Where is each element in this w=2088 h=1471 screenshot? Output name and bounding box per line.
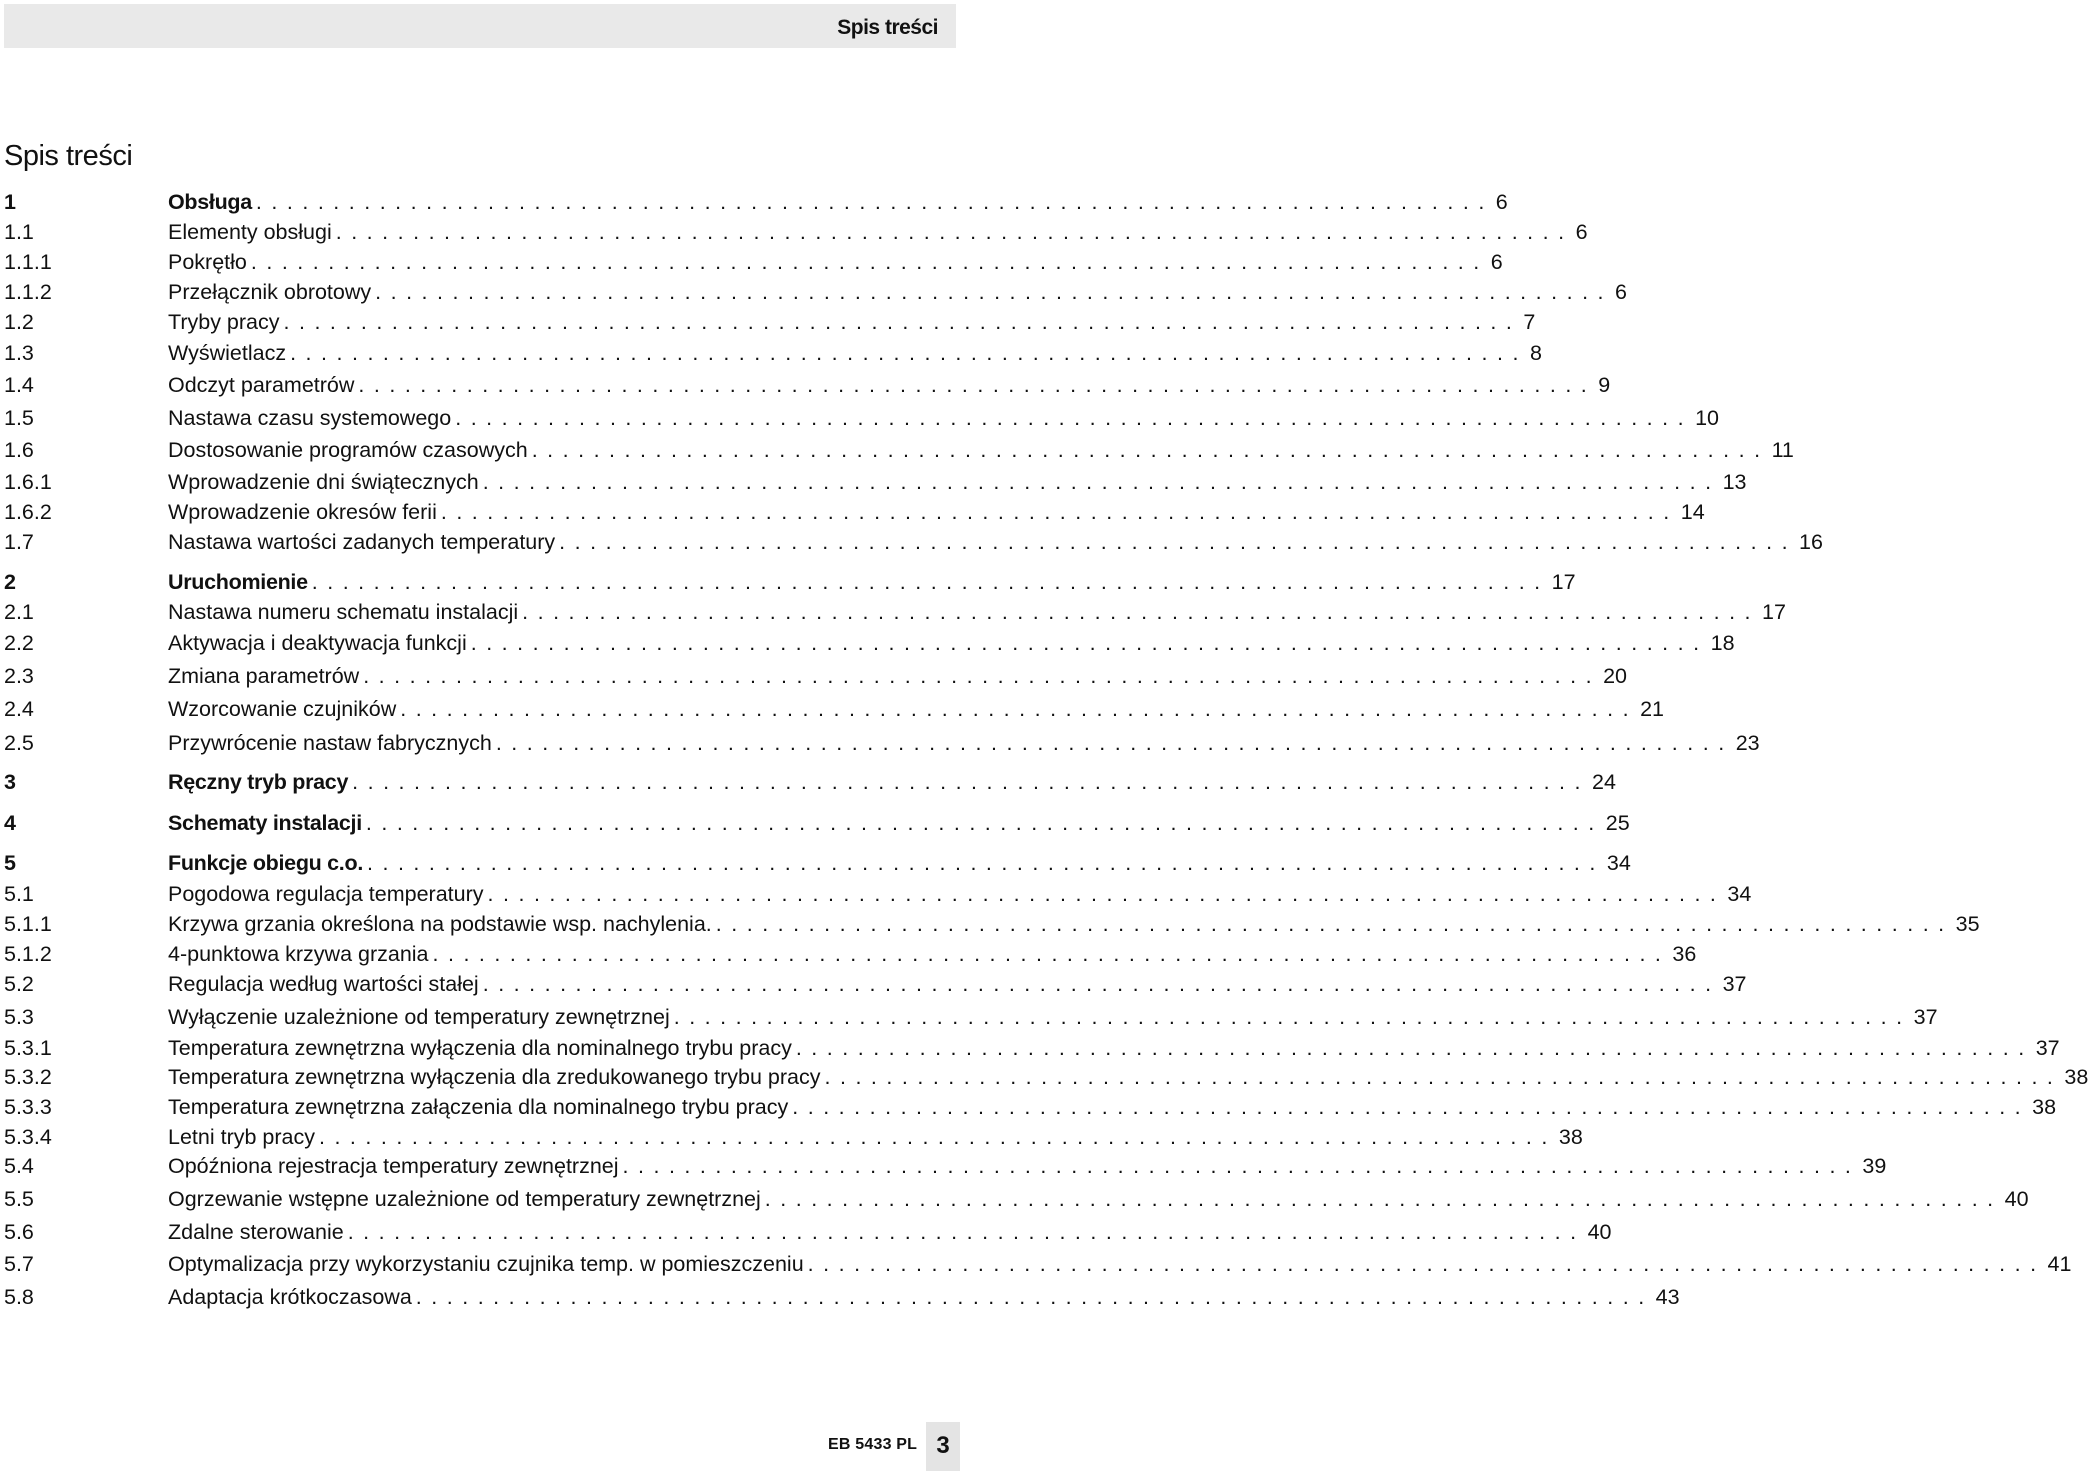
toc-title: Letni tryb pracy	[168, 1125, 315, 1149]
toc-title: Krzywa grzania określona na podstawie wsp. nachylenia.	[168, 912, 712, 936]
dot-leader: ................................................................................	[290, 341, 1528, 365]
dot-leader: ................................................................................	[400, 697, 1639, 721]
toc-line	[168, 767, 1616, 797]
toc-number: 1.1	[4, 220, 34, 244]
dot-leader: ................................................................................	[792, 1095, 2031, 1119]
toc-page-number: 17	[1762, 600, 1786, 624]
toc-line	[168, 1092, 2057, 1122]
toc-page-number: 39	[1862, 1154, 1887, 1178]
dot-leader: ................................................................................	[363, 664, 1602, 688]
toc-title: Adaptacja krótkoczasowa	[168, 1285, 412, 1309]
toc-page-number: 10	[1695, 406, 1720, 430]
toc-entry[interactable]	[4, 277, 1627, 307]
toc-page-number: 24	[1592, 770, 1616, 794]
toc-title: Obsługa	[168, 190, 252, 214]
toc-entry[interactable]	[4, 1002, 1938, 1032]
toc-entry[interactable]	[4, 1151, 1887, 1181]
dot-leader: ................................................................................	[764, 1187, 2003, 1211]
toc-title: Ogrzewanie wstępne uzależnione od temperatury zewnętrznej	[168, 1187, 761, 1211]
toc-entry[interactable]	[4, 848, 1631, 878]
toc-line	[168, 879, 1752, 909]
toc-page-number: 36	[1672, 942, 1697, 966]
toc-number: 2.1	[4, 600, 34, 624]
toc-line	[168, 435, 1794, 465]
page-title: Spis treści	[4, 140, 133, 172]
toc-line	[168, 187, 1508, 217]
toc-line	[168, 1122, 1583, 1152]
toc-entry[interactable]	[4, 939, 1697, 969]
dot-leader: ................................................................................	[358, 373, 1597, 397]
toc-number: 4	[4, 811, 16, 835]
toc-number: 1.6	[4, 438, 34, 462]
toc-number: 5.1	[4, 882, 34, 906]
toc-number: 5.8	[4, 1285, 34, 1309]
toc-number: 1.6.1	[4, 470, 52, 494]
toc-page-number: 34	[1606, 851, 1631, 875]
toc-entry[interactable]	[4, 661, 1627, 691]
toc-title: Wzorcowanie czujników	[168, 697, 397, 721]
toc-title: Wyświetlacz	[168, 341, 287, 365]
toc-page-number: 8	[1529, 341, 1542, 365]
toc-entry[interactable]	[4, 597, 1786, 627]
toc-page-number: 43	[1655, 1285, 1680, 1309]
toc-line	[168, 939, 1697, 969]
toc-title: Przywrócenie nastaw fabrycznych	[168, 731, 492, 755]
toc-title: Uruchomienie	[168, 570, 308, 594]
toc-title: Optymalizacja przy wykorzystaniu czujnika temp. w pomieszczeniu	[168, 1252, 804, 1276]
toc-number: 5.3.4	[4, 1125, 52, 1149]
toc-line	[168, 247, 1503, 277]
dot-leader: ................................................................................	[455, 406, 1694, 430]
dot-leader: ................................................................................	[673, 1005, 1912, 1029]
toc-entry[interactable]	[4, 969, 1747, 999]
toc-page-number: 37	[1913, 1005, 1938, 1029]
dot-leader: ................................................................................	[283, 310, 1522, 334]
toc-number: 1	[4, 190, 16, 214]
toc-entry[interactable]	[4, 808, 1630, 838]
dot-leader: ................................................................................	[559, 530, 1798, 554]
toc-title: Funkcje obiegu c.o.	[168, 851, 363, 875]
toc-page-number: 9	[1598, 373, 1611, 397]
toc-entry[interactable]	[4, 1249, 2072, 1279]
dot-leader: ................................................................................	[482, 972, 1721, 996]
toc-number: 1.6.2	[4, 500, 52, 524]
toc-number: 5.6	[4, 1220, 34, 1244]
toc-number: 5.7	[4, 1252, 34, 1276]
toc-entry[interactable]	[4, 217, 1588, 247]
toc-number: 2.4	[4, 697, 34, 721]
dot-leader: ................................................................................	[487, 882, 1726, 906]
toc-line	[168, 403, 1720, 433]
toc-line	[168, 1151, 1887, 1181]
toc-number: 5.3.1	[4, 1036, 52, 1060]
header-title: Spis treści	[837, 16, 938, 39]
toc-title: Nastawa czasu systemowego	[168, 406, 452, 430]
toc-page-number: 16	[1799, 530, 1823, 554]
dot-leader: ................................................................................	[715, 912, 1954, 936]
toc-page-number: 18	[1710, 631, 1735, 655]
toc-line	[168, 808, 1630, 838]
dot-leader: ................................................................................	[318, 1125, 1557, 1149]
toc-line	[168, 217, 1588, 247]
toc-line	[168, 497, 1705, 527]
toc-entry[interactable]	[4, 1062, 2088, 1092]
dot-leader: ................................................................................	[311, 570, 1550, 594]
toc-number: 5.1.1	[4, 912, 52, 936]
toc-number: 1.2	[4, 310, 34, 334]
toc-number: 5.1.2	[4, 942, 52, 966]
toc-page-number: 17	[1551, 570, 1576, 594]
toc-page-number: 34	[1727, 882, 1752, 906]
toc-page-number: 38	[1558, 1125, 1583, 1149]
toc-page-number: 11	[1771, 438, 1794, 462]
toc-line	[168, 1184, 2029, 1214]
toc-page-number: 13	[1722, 470, 1747, 494]
toc-title: Pokrętło	[168, 250, 247, 274]
document-code: EB 5433 PL	[828, 1436, 918, 1453]
dot-leader: ................................................................................	[250, 250, 1489, 274]
dot-leader: ................................................................................	[375, 280, 1614, 304]
dot-leader: ................................................................................	[365, 811, 1604, 835]
toc-number: 2.3	[4, 664, 34, 688]
toc-title: Regulacja według wartości stałej	[168, 972, 479, 996]
toc-entry[interactable]	[4, 1217, 1612, 1247]
toc-entry[interactable]	[4, 1092, 2057, 1122]
toc-title: Opóźniona rejestracja temperatury zewnętrznej	[168, 1154, 619, 1178]
toc-title: Temperatura zewnętrzna wyłączenia dla nominalnego trybu pracy	[168, 1036, 792, 1060]
toc-number: 1.1.1	[4, 250, 52, 274]
toc-entry[interactable]	[4, 728, 1760, 758]
toc-line	[168, 1217, 1612, 1247]
toc-page-number: 38	[2032, 1095, 2057, 1119]
dot-leader: ................................................................................	[807, 1252, 2046, 1276]
toc-page-number: 23	[1735, 731, 1760, 755]
toc-title: Pogodowa regulacja temperatury	[168, 882, 484, 906]
toc-number: 2.5	[4, 731, 34, 755]
toc-page-number: 6	[1575, 220, 1588, 244]
toc-page-number: 37	[1722, 972, 1747, 996]
toc-line	[168, 567, 1576, 597]
toc-page-number: 40	[2004, 1187, 2029, 1211]
toc-line	[168, 909, 1980, 939]
toc-page-number: 6	[1490, 250, 1503, 274]
toc-title: Nastawa wartości zadanych temperatury	[168, 530, 556, 554]
toc-page-number: 6	[1615, 280, 1627, 304]
page-number: 3	[936, 1432, 950, 1459]
toc-number: 5.4	[4, 1154, 34, 1178]
toc-line	[168, 661, 1627, 691]
toc-entry[interactable]	[4, 628, 1735, 658]
toc-number: 1.5	[4, 406, 34, 430]
toc-entry[interactable]	[4, 879, 1752, 909]
toc-page-number: 21	[1640, 697, 1665, 721]
toc-title: Elementy obsługi	[168, 220, 332, 244]
toc-entry[interactable]	[4, 435, 1794, 465]
toc-title: Temperatura zewnętrzna wyłączenia dla zredukowanego trybu pracy	[168, 1065, 821, 1089]
toc-number: 1.7	[4, 530, 34, 554]
toc-number: 5	[4, 851, 16, 875]
toc-page-number: 20	[1603, 664, 1627, 688]
toc-number: 5.2	[4, 972, 34, 996]
toc-number: 5.3	[4, 1005, 34, 1029]
toc-title: Zdalne sterowanie	[168, 1220, 344, 1244]
dot-leader: ................................................................................	[531, 438, 1770, 462]
toc-entry[interactable]	[4, 694, 1665, 724]
toc-title: Wyłączenie uzależnione od temperatury zewnętrznej	[168, 1005, 670, 1029]
toc-line	[168, 597, 1786, 627]
toc-entry[interactable]	[4, 338, 1542, 368]
toc-entry[interactable]	[4, 1122, 1583, 1152]
toc-number: 5.3.2	[4, 1065, 52, 1089]
toc-line	[168, 628, 1735, 658]
toc-line	[168, 1033, 2060, 1063]
dot-leader: ................................................................................	[622, 1154, 1861, 1178]
toc-line	[168, 1062, 2088, 1092]
toc-entry[interactable]	[4, 1282, 1680, 1312]
toc-number: 2	[4, 570, 16, 594]
toc-title: Wprowadzenie okresów ferii	[168, 500, 437, 524]
toc-title: Dostosowanie programów czasowych	[168, 438, 528, 462]
toc-entry[interactable]	[4, 307, 1536, 337]
dot-leader: ................................................................................	[367, 851, 1605, 875]
toc-title: Schematy instalacji	[168, 811, 362, 835]
dot-leader: ................................................................................	[415, 1285, 1654, 1309]
toc-line	[168, 277, 1627, 307]
toc-title: Przełącznik obrotowy	[168, 280, 372, 304]
toc-entry[interactable]	[4, 370, 1611, 400]
toc-title: Nastawa numeru schematu instalacji	[168, 600, 519, 624]
toc-entry[interactable]	[4, 1033, 2060, 1063]
toc-page-number: 35	[1955, 912, 1980, 936]
dot-leader: ................................................................................	[495, 731, 1734, 755]
dot-leader: ................................................................................	[824, 1065, 2063, 1089]
toc-page-number: 25	[1605, 811, 1630, 835]
toc-entry[interactable]	[4, 909, 1980, 939]
toc-title: Zmiana parametrów	[168, 664, 360, 688]
toc-page-number: 38	[2064, 1065, 2088, 1089]
toc-line	[168, 467, 1747, 497]
toc-entry[interactable]	[4, 767, 1616, 797]
toc-entry[interactable]	[4, 497, 1705, 527]
dot-leader: ................................................................................	[335, 220, 1574, 244]
toc-title: Tryby pracy	[168, 310, 280, 334]
toc-line	[168, 527, 1823, 557]
page-number-box	[926, 1422, 960, 1471]
toc-title: Aktywacja i deaktywacja funkcji	[168, 631, 467, 655]
toc-title: Wprowadzenie dni świątecznych	[168, 470, 479, 494]
toc-entry[interactable]	[4, 1184, 2029, 1214]
dot-leader: ................................................................................	[482, 470, 1721, 494]
toc-line	[168, 1249, 2072, 1279]
dot-leader: ................................................................................	[522, 600, 1761, 624]
dot-leader: ................................................................................	[795, 1036, 2034, 1060]
toc-page-number: 14	[1680, 500, 1705, 524]
toc-title: 4-punktowa krzywa grzania	[168, 942, 429, 966]
dot-leader: ................................................................................	[432, 942, 1671, 966]
toc-number: 2.2	[4, 631, 34, 655]
toc-line	[168, 338, 1542, 368]
toc-title: Odczyt parametrów	[168, 373, 355, 397]
toc-page-number: 40	[1587, 1220, 1612, 1244]
toc-entry[interactable]	[4, 467, 1747, 497]
toc-page-number: 41	[2047, 1252, 2072, 1276]
toc-line	[168, 1282, 1680, 1312]
dot-leader: ................................................................................	[347, 1220, 1586, 1244]
dot-leader: ................................................................................	[255, 190, 1494, 214]
toc-title: Ręczny tryb pracy	[168, 770, 349, 794]
toc-line	[168, 728, 1760, 758]
toc-number: 1.1.2	[4, 280, 52, 304]
toc-page-number: 37	[2035, 1036, 2060, 1060]
toc-number: 5.5	[4, 1187, 34, 1211]
toc-number: 5.3.3	[4, 1095, 52, 1119]
toc-entry[interactable]	[4, 247, 1503, 277]
toc-entry[interactable]	[4, 403, 1720, 433]
toc-line	[168, 370, 1611, 400]
toc-title: Temperatura zewnętrzna załączenia dla nominalnego trybu pracy	[168, 1095, 789, 1119]
toc-number: 1.4	[4, 373, 34, 397]
toc-line	[168, 307, 1536, 337]
toc-page-number: 7	[1523, 310, 1536, 334]
toc-entry[interactable]	[4, 187, 1508, 217]
dot-leader: ................................................................................	[352, 770, 1590, 794]
toc-line	[168, 848, 1631, 878]
toc-line	[168, 694, 1665, 724]
dot-leader: ................................................................................	[440, 500, 1679, 524]
toc-entry[interactable]	[4, 567, 1576, 597]
toc-number: 3	[4, 770, 16, 794]
dot-leader: ................................................................................	[470, 631, 1709, 655]
toc-entry[interactable]	[4, 527, 1823, 557]
toc-page-number: 6	[1495, 190, 1508, 214]
toc-line	[168, 969, 1747, 999]
toc-number: 1.3	[4, 341, 34, 365]
toc-line	[168, 1002, 1938, 1032]
